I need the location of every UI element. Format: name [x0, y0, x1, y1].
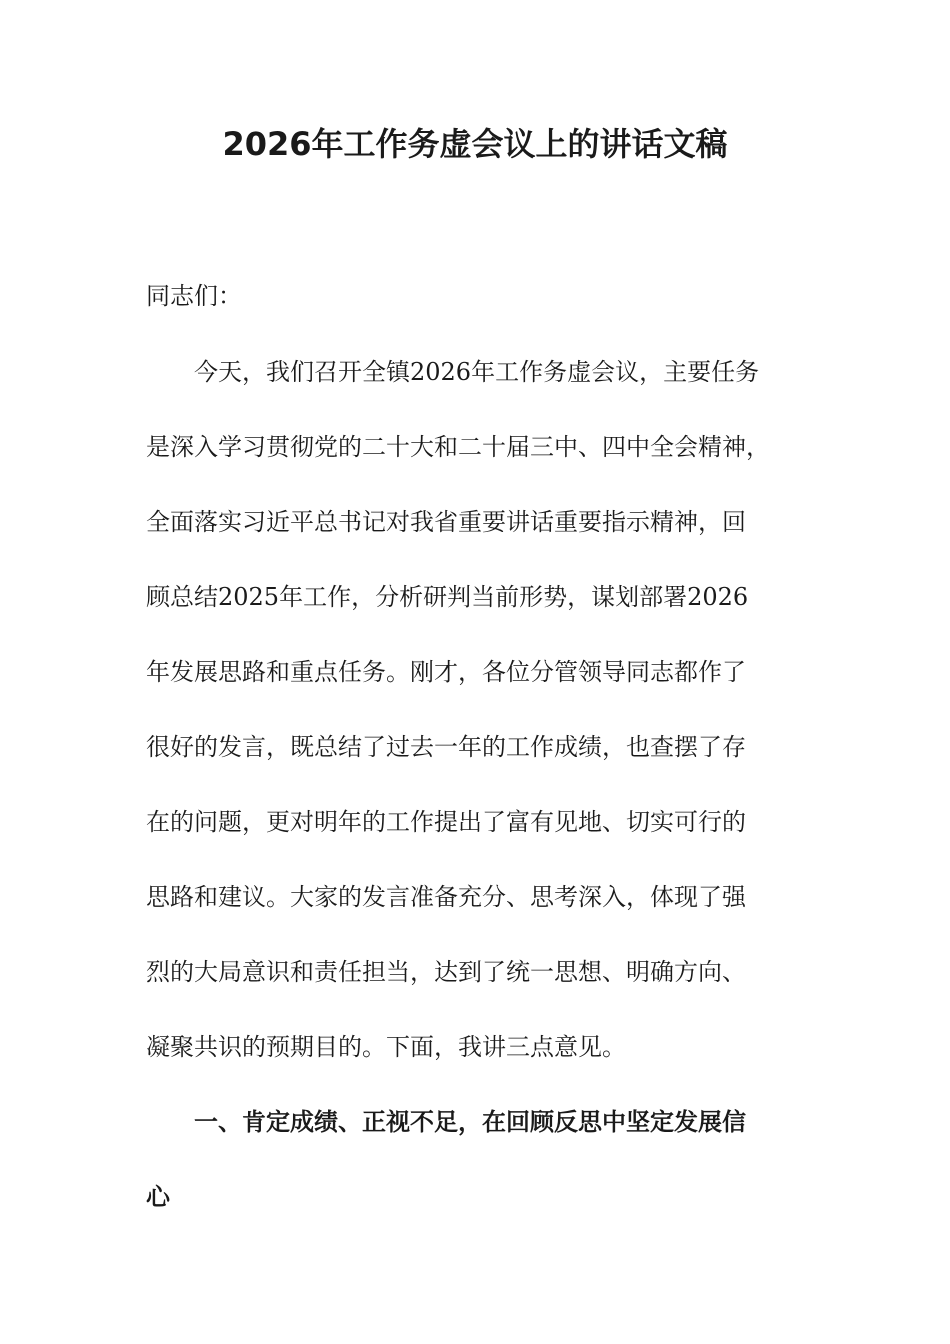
paragraph-line: 今天，我们召开全镇2026年工作务虚会议，主要任务 — [194, 358, 760, 386]
document-title: 2026年工作务虚会议上的讲话文稿 — [222, 125, 728, 163]
paragraph-line: 是深入学习贯彻党的二十大和二十届三中、四中全会精神， — [146, 433, 770, 461]
paragraph-line: 烈的大局意识和责任担当，达到了统一思想、明确方向、 — [146, 958, 746, 986]
section-heading-line: 心 — [146, 1182, 170, 1211]
paragraph-line: 凝聚共识的预期目的。下面，我讲三点意见。 — [146, 1033, 626, 1061]
paragraph-line: 年发展思路和重点任务。刚才，各位分管领导同志都作了 — [146, 658, 746, 686]
salutation: 同志们： — [146, 282, 242, 310]
paragraph-line: 很好的发言，既总结了过去一年的工作成绩，也查摆了存 — [146, 733, 746, 761]
paragraph-line: 思路和建议。大家的发言准备充分、思考深入，体现了强 — [146, 883, 746, 911]
paragraph-line: 全面落实习近平总书记对我省重要讲话重要指示精神，回 — [146, 508, 746, 536]
paragraph-line: 在的问题，更对明年的工作提出了富有见地、切实可行的 — [146, 808, 746, 836]
section-heading-line: 一、肯定成绩、正视不足，在回顾反思中坚定发展信 — [194, 1107, 746, 1136]
paragraph-line: 顾总结2025年工作，分析研判当前形势，谋划部署2026 — [146, 583, 749, 611]
